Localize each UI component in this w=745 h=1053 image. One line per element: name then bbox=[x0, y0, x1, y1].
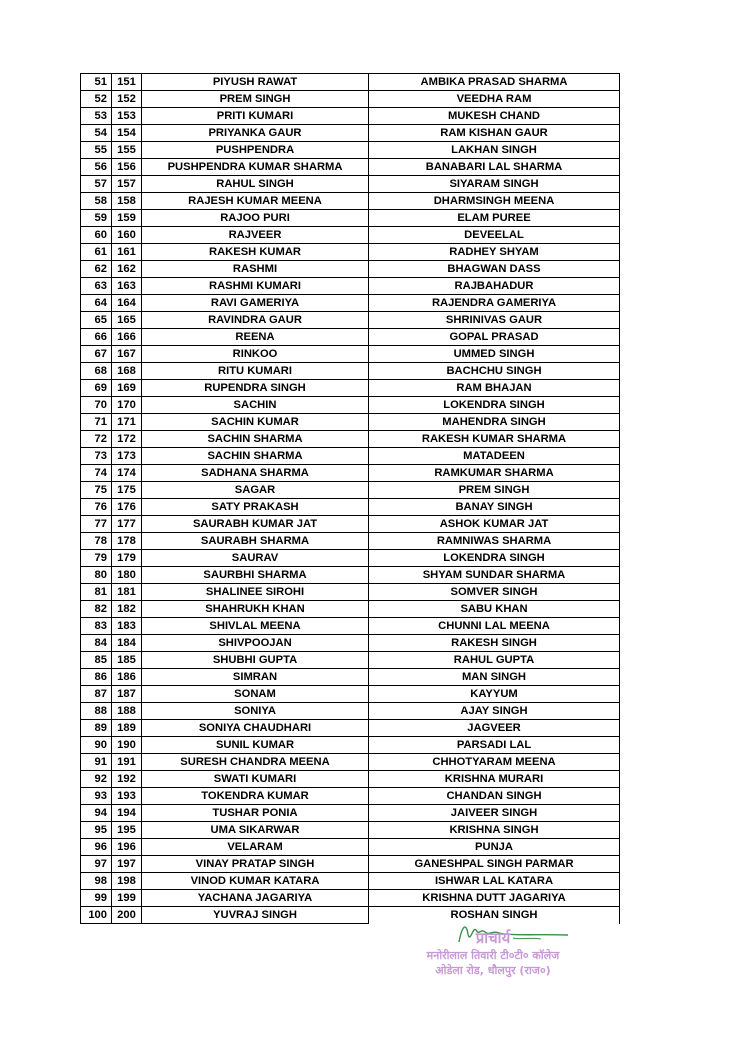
student-name-cell: RITU KUMARI bbox=[142, 363, 369, 380]
father-name-cell: PUNJA bbox=[369, 839, 620, 856]
roll-number-cell: 199 bbox=[112, 890, 142, 907]
father-name-cell: MAHENDRA SINGH bbox=[369, 414, 620, 431]
table-row bbox=[81, 380, 620, 397]
table-row bbox=[81, 210, 620, 227]
serial-number-cell: 94 bbox=[81, 805, 112, 822]
table-row bbox=[81, 448, 620, 465]
father-name-cell: KRISHNA DUTT JAGARIYA bbox=[369, 890, 620, 907]
roll-number-cell: 154 bbox=[112, 125, 142, 142]
student-name-cell: RINKOO bbox=[142, 346, 369, 363]
roll-number-cell: 197 bbox=[112, 856, 142, 873]
student-name-cell: RAJOO PURI bbox=[142, 210, 369, 227]
serial-number-cell: 65 bbox=[81, 312, 112, 329]
table-row bbox=[81, 771, 620, 788]
student-name-cell: PUSHPENDRA bbox=[142, 142, 369, 159]
student-name-cell: YACHANA JAGARIYA bbox=[142, 890, 369, 907]
serial-number-cell: 71 bbox=[81, 414, 112, 431]
student-name-cell: SWATI KUMARI bbox=[142, 771, 369, 788]
serial-number-cell: 63 bbox=[81, 278, 112, 295]
serial-number-cell: 79 bbox=[81, 550, 112, 567]
serial-number-cell: 80 bbox=[81, 567, 112, 584]
table-row bbox=[81, 261, 620, 278]
serial-number-cell: 93 bbox=[81, 788, 112, 805]
father-name-cell: ISHWAR LAL KATARA bbox=[369, 873, 620, 890]
serial-number-cell: 95 bbox=[81, 822, 112, 839]
serial-number-cell: 76 bbox=[81, 499, 112, 516]
roll-number-cell: 163 bbox=[112, 278, 142, 295]
roll-number-cell: 164 bbox=[112, 295, 142, 312]
table-row bbox=[81, 193, 620, 210]
serial-number-cell: 74 bbox=[81, 465, 112, 482]
serial-number-cell: 68 bbox=[81, 363, 112, 380]
table-row bbox=[81, 108, 620, 125]
table-row bbox=[81, 618, 620, 635]
roll-number-cell: 192 bbox=[112, 771, 142, 788]
roll-number-cell: 175 bbox=[112, 482, 142, 499]
roll-number-cell: 159 bbox=[112, 210, 142, 227]
father-name-cell: LOKENDRA SINGH bbox=[369, 550, 620, 567]
table-row bbox=[81, 346, 620, 363]
roll-number-cell: 191 bbox=[112, 754, 142, 771]
student-name-cell: PRIYANKA GAUR bbox=[142, 125, 369, 142]
table-row bbox=[81, 652, 620, 669]
table-row bbox=[81, 839, 620, 856]
roll-number-cell: 176 bbox=[112, 499, 142, 516]
student-name-cell: SAURAV bbox=[142, 550, 369, 567]
father-name-cell: BACHCHU SINGH bbox=[369, 363, 620, 380]
student-name-cell: SACHIN SHARMA bbox=[142, 448, 369, 465]
student-name-cell: VINAY PRATAP SINGH bbox=[142, 856, 369, 873]
father-name-cell: MAN SINGH bbox=[369, 669, 620, 686]
roll-number-cell: 178 bbox=[112, 533, 142, 550]
table-row bbox=[81, 584, 620, 601]
stamp-title: प्राचार्य bbox=[475, 929, 511, 947]
student-name-cell: RAJVEER bbox=[142, 227, 369, 244]
student-name-cell: PIYUSH RAWAT bbox=[142, 74, 369, 91]
roll-number-cell: 196 bbox=[112, 839, 142, 856]
table-row bbox=[81, 295, 620, 312]
serial-number-cell: 52 bbox=[81, 91, 112, 108]
stamp-line-1: मनोरीलाल तिवारी टी०टी० कॉलेज bbox=[426, 949, 560, 962]
father-name-cell: MUKESH CHAND bbox=[369, 108, 620, 125]
roll-number-cell: 198 bbox=[112, 873, 142, 890]
table-row bbox=[81, 754, 620, 771]
father-name-cell: VEEDHA RAM bbox=[369, 91, 620, 108]
serial-number-cell: 83 bbox=[81, 618, 112, 635]
student-name-cell: SHAHRUKH KHAN bbox=[142, 601, 369, 618]
father-name-cell: RAHUL GUPTA bbox=[369, 652, 620, 669]
table-row bbox=[81, 125, 620, 142]
serial-number-cell: 98 bbox=[81, 873, 112, 890]
student-name-cell: RAKESH KUMAR bbox=[142, 244, 369, 261]
serial-number-cell: 78 bbox=[81, 533, 112, 550]
father-name-cell: BHAGWAN DASS bbox=[369, 261, 620, 278]
father-name-cell: ASHOK KUMAR JAT bbox=[369, 516, 620, 533]
roll-number-cell: 168 bbox=[112, 363, 142, 380]
roll-number-cell: 174 bbox=[112, 465, 142, 482]
serial-number-cell: 77 bbox=[81, 516, 112, 533]
student-name-cell: SADHANA SHARMA bbox=[142, 465, 369, 482]
table-row bbox=[81, 703, 620, 720]
principal-stamp bbox=[363, 918, 623, 980]
serial-number-cell: 59 bbox=[81, 210, 112, 227]
student-name-cell: SIMRAN bbox=[142, 669, 369, 686]
student-name-cell: YUVRAJ SINGH bbox=[142, 907, 369, 924]
serial-number-cell: 87 bbox=[81, 686, 112, 703]
student-name-cell: RAVI GAMERIYA bbox=[142, 295, 369, 312]
roll-number-cell: 161 bbox=[112, 244, 142, 261]
serial-number-cell: 85 bbox=[81, 652, 112, 669]
roll-number-cell: 160 bbox=[112, 227, 142, 244]
father-name-cell: KRISHNA SINGH bbox=[369, 822, 620, 839]
serial-number-cell: 75 bbox=[81, 482, 112, 499]
father-name-cell: KAYYUM bbox=[369, 686, 620, 703]
table-row bbox=[81, 737, 620, 754]
serial-number-cell: 73 bbox=[81, 448, 112, 465]
serial-number-cell: 53 bbox=[81, 108, 112, 125]
student-name-cell: SHUBHI GUPTA bbox=[142, 652, 369, 669]
serial-number-cell: 51 bbox=[81, 74, 112, 91]
father-name-cell: RAKESH SINGH bbox=[369, 635, 620, 652]
table-row bbox=[81, 312, 620, 329]
father-name-cell: SHYAM SUNDAR SHARMA bbox=[369, 567, 620, 584]
table-row bbox=[81, 856, 620, 873]
serial-number-cell: 97 bbox=[81, 856, 112, 873]
table-row bbox=[81, 533, 620, 550]
roll-number-cell: 189 bbox=[112, 720, 142, 737]
father-name-cell: AJAY SINGH bbox=[369, 703, 620, 720]
serial-number-cell: 91 bbox=[81, 754, 112, 771]
student-name-cell: SAGAR bbox=[142, 482, 369, 499]
table-row bbox=[81, 890, 620, 907]
roll-number-cell: 185 bbox=[112, 652, 142, 669]
table-row bbox=[81, 567, 620, 584]
table-row bbox=[81, 805, 620, 822]
serial-number-cell: 99 bbox=[81, 890, 112, 907]
serial-number-cell: 69 bbox=[81, 380, 112, 397]
roll-number-cell: 182 bbox=[112, 601, 142, 618]
table-row bbox=[81, 873, 620, 890]
table-row bbox=[81, 499, 620, 516]
serial-number-cell: 81 bbox=[81, 584, 112, 601]
student-name-cell: SHIVPOOJAN bbox=[142, 635, 369, 652]
serial-number-cell: 82 bbox=[81, 601, 112, 618]
serial-number-cell: 86 bbox=[81, 669, 112, 686]
table-row bbox=[81, 414, 620, 431]
father-name-cell: PARSADI LAL bbox=[369, 737, 620, 754]
roll-number-cell: 171 bbox=[112, 414, 142, 431]
roll-number-cell: 156 bbox=[112, 159, 142, 176]
table-row bbox=[81, 74, 620, 91]
father-name-cell: KRISHNA MURARI bbox=[369, 771, 620, 788]
table-row bbox=[81, 431, 620, 448]
student-name-cell: RAHUL SINGH bbox=[142, 176, 369, 193]
student-name-cell: REENA bbox=[142, 329, 369, 346]
student-name-cell: SHALINEE SIROHI bbox=[142, 584, 369, 601]
roll-number-cell: 193 bbox=[112, 788, 142, 805]
roll-number-cell: 170 bbox=[112, 397, 142, 414]
father-name-cell: BANABARI LAL SHARMA bbox=[369, 159, 620, 176]
father-name-cell: RAM KISHAN GAUR bbox=[369, 125, 620, 142]
father-name-cell: RAM BHAJAN bbox=[369, 380, 620, 397]
serial-number-cell: 64 bbox=[81, 295, 112, 312]
table-row bbox=[81, 788, 620, 805]
father-name-cell: SOMVER SINGH bbox=[369, 584, 620, 601]
roll-number-cell: 181 bbox=[112, 584, 142, 601]
student-name-cell: RAJESH KUMAR MEENA bbox=[142, 193, 369, 210]
student-name-cell: SAURABH SHARMA bbox=[142, 533, 369, 550]
father-name-cell: JAIVEER SINGH bbox=[369, 805, 620, 822]
roll-number-cell: 172 bbox=[112, 431, 142, 448]
student-name-cell: SONAM bbox=[142, 686, 369, 703]
student-name-cell: SUNIL KUMAR bbox=[142, 737, 369, 754]
father-name-cell: GOPAL PRASAD bbox=[369, 329, 620, 346]
serial-number-cell: 54 bbox=[81, 125, 112, 142]
serial-number-cell: 72 bbox=[81, 431, 112, 448]
roll-number-cell: 151 bbox=[112, 74, 142, 91]
serial-number-cell: 100 bbox=[81, 907, 112, 924]
father-name-cell: DEVEELAL bbox=[369, 227, 620, 244]
roll-number-cell: 166 bbox=[112, 329, 142, 346]
roll-number-cell: 165 bbox=[112, 312, 142, 329]
table-row bbox=[81, 397, 620, 414]
serial-number-cell: 60 bbox=[81, 227, 112, 244]
serial-number-cell: 89 bbox=[81, 720, 112, 737]
serial-number-cell: 90 bbox=[81, 737, 112, 754]
roll-number-cell: 186 bbox=[112, 669, 142, 686]
father-name-cell: SABU KHAN bbox=[369, 601, 620, 618]
serial-number-cell: 84 bbox=[81, 635, 112, 652]
father-name-cell: UMMED SINGH bbox=[369, 346, 620, 363]
father-name-cell: RAJENDRA GAMERIYA bbox=[369, 295, 620, 312]
father-name-cell: CHHOTYARAM MEENA bbox=[369, 754, 620, 771]
student-name-cell: TOKENDRA KUMAR bbox=[142, 788, 369, 805]
student-name-cell: SAURABH KUMAR JAT bbox=[142, 516, 369, 533]
table-row bbox=[81, 278, 620, 295]
serial-number-cell: 67 bbox=[81, 346, 112, 363]
table-row bbox=[81, 720, 620, 737]
student-name-cell: SACHIN SHARMA bbox=[142, 431, 369, 448]
father-name-cell: JAGVEER bbox=[369, 720, 620, 737]
roll-number-cell: 158 bbox=[112, 193, 142, 210]
father-name-cell: AMBIKA PRASAD SHARMA bbox=[369, 74, 620, 91]
student-name-cell: SACHIN bbox=[142, 397, 369, 414]
student-name-cell: PUSHPENDRA KUMAR SHARMA bbox=[142, 159, 369, 176]
table-row bbox=[81, 244, 620, 261]
table-row bbox=[81, 465, 620, 482]
serial-number-cell: 61 bbox=[81, 244, 112, 261]
student-name-cell: RAVINDRA GAUR bbox=[142, 312, 369, 329]
student-name-cell: UMA SIKARWAR bbox=[142, 822, 369, 839]
roll-number-cell: 157 bbox=[112, 176, 142, 193]
serial-number-cell: 58 bbox=[81, 193, 112, 210]
student-name-cell: VELARAM bbox=[142, 839, 369, 856]
serial-number-cell: 66 bbox=[81, 329, 112, 346]
student-name-cell: SHIVLAL MEENA bbox=[142, 618, 369, 635]
roll-number-cell: 200 bbox=[112, 907, 142, 924]
father-name-cell: MATADEEN bbox=[369, 448, 620, 465]
roll-number-cell: 188 bbox=[112, 703, 142, 720]
student-name-cell: PREM SINGH bbox=[142, 91, 369, 108]
table-row bbox=[81, 822, 620, 839]
student-name-cell: SAURBHI SHARMA bbox=[142, 567, 369, 584]
serial-number-cell: 56 bbox=[81, 159, 112, 176]
father-name-cell: PREM SINGH bbox=[369, 482, 620, 499]
table-row bbox=[81, 482, 620, 499]
table-row bbox=[81, 516, 620, 533]
father-name-cell: RAKESH KUMAR SHARMA bbox=[369, 431, 620, 448]
student-name-cell: SATY PRAKASH bbox=[142, 499, 369, 516]
student-name-cell: SURESH CHANDRA MEENA bbox=[142, 754, 369, 771]
student-name-cell: PRITI KUMARI bbox=[142, 108, 369, 125]
stamp-line-2: ओडेला रोड, धौलपुर (राज०) bbox=[435, 964, 551, 977]
father-name-cell: BANAY SINGH bbox=[369, 499, 620, 516]
serial-number-cell: 96 bbox=[81, 839, 112, 856]
table-row bbox=[81, 635, 620, 652]
student-name-cell: SACHIN KUMAR bbox=[142, 414, 369, 431]
father-name-cell: ELAM PUREE bbox=[369, 210, 620, 227]
father-name-cell: RAJBAHADUR bbox=[369, 278, 620, 295]
roll-number-cell: 187 bbox=[112, 686, 142, 703]
student-name-cell: RASHMI bbox=[142, 261, 369, 278]
table-row bbox=[81, 669, 620, 686]
roll-number-cell: 195 bbox=[112, 822, 142, 839]
table-row bbox=[81, 176, 620, 193]
roll-number-cell: 194 bbox=[112, 805, 142, 822]
roll-number-cell: 152 bbox=[112, 91, 142, 108]
table-row bbox=[81, 142, 620, 159]
student-name-cell: SONIYA bbox=[142, 703, 369, 720]
father-name-cell: RAMKUMAR SHARMA bbox=[369, 465, 620, 482]
roll-number-cell: 155 bbox=[112, 142, 142, 159]
father-name-cell: GANESHPAL SINGH PARMAR bbox=[369, 856, 620, 873]
roll-number-cell: 177 bbox=[112, 516, 142, 533]
father-name-cell: CHANDAN SINGH bbox=[369, 788, 620, 805]
table-row bbox=[81, 159, 620, 176]
father-name-cell: LAKHAN SINGH bbox=[369, 142, 620, 159]
table-row bbox=[81, 686, 620, 703]
father-name-cell: LOKENDRA SINGH bbox=[369, 397, 620, 414]
roll-number-cell: 167 bbox=[112, 346, 142, 363]
roll-table-body bbox=[81, 74, 620, 924]
father-name-cell: CHUNNI LAL MEENA bbox=[369, 618, 620, 635]
father-name-cell: RADHEY SHYAM bbox=[369, 244, 620, 261]
table-row bbox=[81, 363, 620, 380]
roll-number-cell: 179 bbox=[112, 550, 142, 567]
roll-number-cell: 153 bbox=[112, 108, 142, 125]
roll-number-cell: 184 bbox=[112, 635, 142, 652]
student-roll-table bbox=[80, 73, 620, 924]
serial-number-cell: 70 bbox=[81, 397, 112, 414]
student-name-cell: SONIYA CHAUDHARI bbox=[142, 720, 369, 737]
student-name-cell: RASHMI KUMARI bbox=[142, 278, 369, 295]
father-name-cell: SHRINIVAS GAUR bbox=[369, 312, 620, 329]
roll-number-cell: 190 bbox=[112, 737, 142, 754]
father-name-cell: SIYARAM SINGH bbox=[369, 176, 620, 193]
student-name-cell: RUPENDRA SINGH bbox=[142, 380, 369, 397]
table-row bbox=[81, 550, 620, 567]
student-name-cell: VINOD KUMAR KATARA bbox=[142, 873, 369, 890]
student-name-cell: TUSHAR PONIA bbox=[142, 805, 369, 822]
serial-number-cell: 92 bbox=[81, 771, 112, 788]
serial-number-cell: 55 bbox=[81, 142, 112, 159]
serial-number-cell: 62 bbox=[81, 261, 112, 278]
roll-number-cell: 169 bbox=[112, 380, 142, 397]
father-name-cell: ROSHAN SINGH bbox=[369, 907, 620, 924]
table-row bbox=[81, 227, 620, 244]
roll-number-cell: 173 bbox=[112, 448, 142, 465]
table-row bbox=[81, 601, 620, 618]
father-name-cell: DHARMSINGH MEENA bbox=[369, 193, 620, 210]
table-row bbox=[81, 91, 620, 108]
roll-number-cell: 180 bbox=[112, 567, 142, 584]
table-row bbox=[81, 329, 620, 346]
roll-number-cell: 183 bbox=[112, 618, 142, 635]
serial-number-cell: 88 bbox=[81, 703, 112, 720]
roll-number-cell: 162 bbox=[112, 261, 142, 278]
serial-number-cell: 57 bbox=[81, 176, 112, 193]
father-name-cell: RAMNIWAS SHARMA bbox=[369, 533, 620, 550]
